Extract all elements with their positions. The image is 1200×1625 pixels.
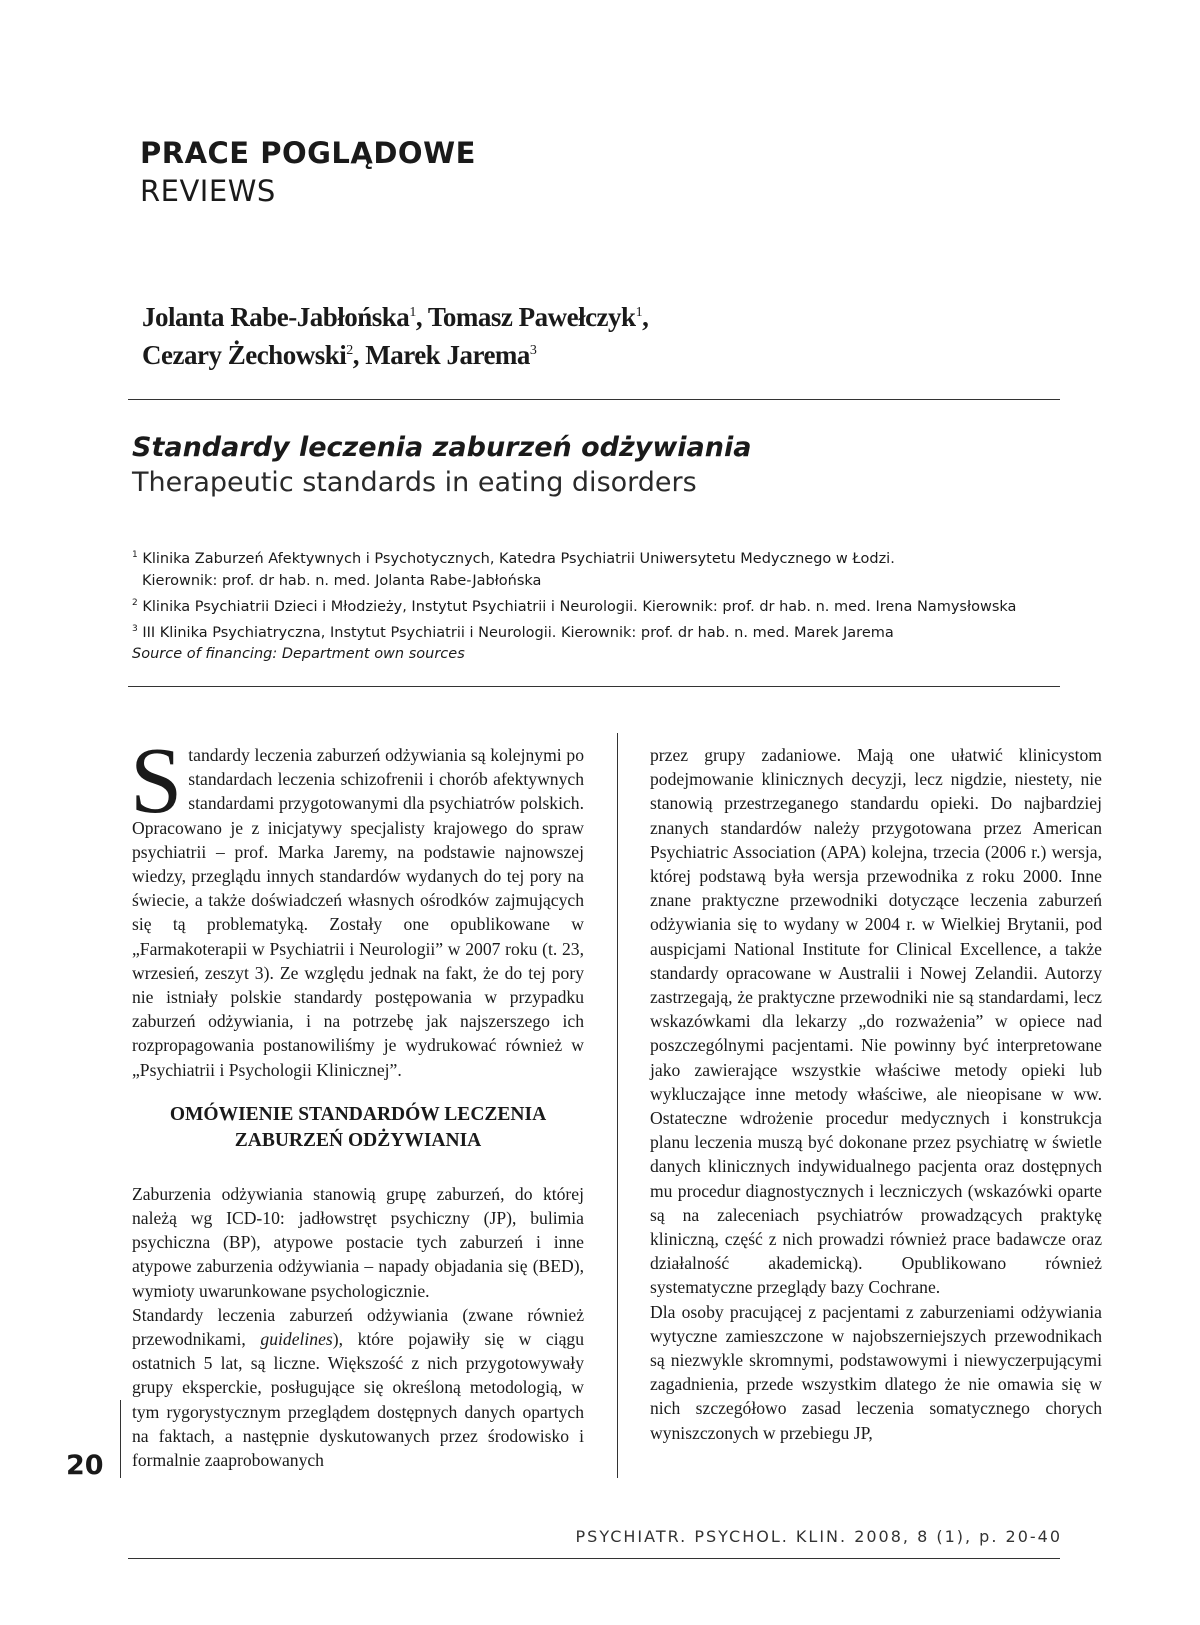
affiliation-text: Klinika Zaburzeń Afektywnych i Psychotycznych, Katedra Psychiatrii Uniwersytetu Medycznego w Łodzi. xyxy=(142,550,895,567)
page-number: 20 xyxy=(66,1450,104,1481)
author-name: Marek Jarema xyxy=(365,340,530,370)
body-column-left xyxy=(130,729,584,1472)
author-affiliation-sup: 3 xyxy=(529,343,537,358)
author-affiliation-sup: 2 xyxy=(346,343,353,358)
intro-paragraph xyxy=(130,729,584,1082)
affiliation-item xyxy=(132,592,1072,618)
affiliation-item xyxy=(132,570,1072,592)
body-column-right xyxy=(650,743,1102,1445)
article-title-polish: Standardy leczenia zaburzeń odżywiania xyxy=(132,432,752,463)
abstract-divider xyxy=(128,686,1060,687)
author-affiliation-sup: 1 xyxy=(409,305,416,320)
section-heading: OMÓWIENIE STANDARDÓW LECZENIA ZABURZEŃ ODŻYWIANIA xyxy=(169,1103,547,1151)
body-paragraph: Zaburzenia odżywiania stanowią grupę zaburzeń, do której należą wg ICD-10: jadłowstręt psychiczny (JP), bulimia psychiczna (BP), atypowe postacie tych zaburzeń i inne atypowe zaburzenia odżywiania – napady objadania się (BED), wymioty uwarunkowane psychologicznie. xyxy=(132,1183,584,1301)
body-text: ), które pojawiły się w ciągu ostatnich 5 lat, są liczne. Większość z nich przygotowywały grupy eksperckie, posługujące się określoną metodologią, w tym rygorystycznym przeglądem dostępnych danych opartych na faktach, a następnie dyskutowanych przez środowisko i formalnie zaaprobowanych xyxy=(132,1329,584,1471)
body-paragraph: przez grupy zadaniowe. Mają one ułatwić klinicystom podejmowanie klinicznych decyzji, lecz nigdzie, niestety, nie stanowią przestrzeganego standardu opieki. Do najbardziej znanych standardów należy przygotowana przez American Psychiatric Association (APA) kolejna, trzecia (2006 r.) wersja, której podstawą była wersja przewodnika z roku 2000. Inne znane praktyczne przewodniki dotyczące leczenia zaburzeń odżywiania się to wydany w 2004 r. w Wielkiej Brytanii, pod auspicjami National Institute for Clinical Excellence, a także standardy opracowane w Australii i Nowej Zelandii. Autorzy zastrzegają, że praktyczne przewodniki nie są standardami, lecz wskazówkami dla lekarzy „do rozważenia” w opiece nad poszczególnymi pacjentami. Nie powinny być interpretowane jako zawierające wszystkie właściwe metody opieki lub wykluczające inne metody właściwe, ale nieopisane w ww. Ostateczne wdrożenie procedur medycznych i konstrukcja planu leczenia muszą być dokonane przez psychiatrę w świetle danych klinicznych indywidualnego pacjenta oraz dostępnych mu procedur diagnostycznych i leczniczych (wskazówki oparte są na zaleceniach psychiatrów prowadzących praktykę kliniczną, część z nich prowadzi również prace badawcze oraz działalność akademicką). Opublikowano również systematyczne przeglądy bazy Cochrane. xyxy=(650,745,1102,1298)
affiliation-item xyxy=(132,618,1072,644)
affiliation-text: III Klinika Psychiatryczna, Instytut Psychiatrii i Neurologii. Kierownik: prof. dr hab. n. med. Marek Jarema xyxy=(142,624,894,641)
author-separator: , xyxy=(352,340,366,370)
author-affiliation-sup: 1 xyxy=(635,305,643,320)
author-name: Tomasz Pawełczyk xyxy=(427,302,636,332)
affiliations xyxy=(132,544,1072,665)
affiliation-sup: 3 xyxy=(132,623,138,634)
author-line-1 xyxy=(142,296,648,334)
author-separator: , xyxy=(642,302,649,332)
section-label-polish: PRACE POGLĄDOWE xyxy=(140,136,476,170)
body-paragraph xyxy=(132,1303,584,1472)
author-list xyxy=(142,296,648,372)
author-separator: , xyxy=(415,302,428,332)
author-line-2 xyxy=(142,334,648,372)
journal-reference: PSYCHIATR. PSYCHOL. KLIN. 2008, 8 (1), p. 20-40 xyxy=(575,1527,1062,1546)
section-label xyxy=(140,136,476,208)
affiliation-item xyxy=(132,544,1072,570)
body-text: Standardy leczenia zaburzeń odżywiania (zwane również przewodnikami, xyxy=(132,1304,584,1350)
affiliation-text: Kierownik: prof. dr hab. n. med. Jolanta Rabe-Jabłońska xyxy=(142,572,542,589)
body-paragraph: Dla osoby pracującej z pacjentami z zaburzeniami odżywiania wytyczne zamieszczone w najobszerniejszych przewodnikach są niezwykle skromnymi, podstawowymi i niewyczerpującymi zagadnienia, przede wszystkim dlatego że nie omawia się w nich szczegółowo zasad leczenia somatycznego chorych wyniszczonych w przebiegu JP, xyxy=(650,1301,1102,1443)
body-emphasis: guidelines xyxy=(260,1329,333,1350)
drop-cap: S xyxy=(130,729,183,833)
funding-note: Source of financing: Department own sources xyxy=(132,646,465,663)
article-title-english: Therapeutic standards in eating disorders xyxy=(132,467,697,498)
section-label-english: REVIEWS xyxy=(140,174,276,208)
affiliation-text: Klinika Psychiatrii Dzieci i Młodzieży, Instytut Psychiatrii i Neurologii. Kierownik: prof. dr hab. n. med. Irena Namysłowska xyxy=(142,598,1017,615)
author-name: Jolanta Rabe-Jabłońska xyxy=(142,302,410,332)
intro-text: tandardy leczenia zaburzeń odżywiania są kolejnymi po standardach leczenia schizofrenii i chorób afektywnych standardami przygotowanymi dla psychiatrów polskich. Opracowano je z inicjatywy specjalisty krajowego do spraw psychiatrii – prof. Marka Jaremy, na podstawie najnowszej wiedzy, przeglądu innych standardów wydanych do tej pory na świecie, a także doświadczeń własnych ośrodków zajmujących się tą problematyką. Zostały one opublikowane w „Farmakoterapii w Psychiatrii i Neurologii” w 2007 roku (t. 23, wrzesień, zeszyt 3). Ze względu jednak na fakt, że do tej pory nie istniały polskie standardy postępowania w przypadku zaburzeń odżywiania, i na potrzebę jak najszerszego ich rozpropagowania postanowiliśmy je wydrukować również w „Psychiatrii i Psychologii Klinicznej”. xyxy=(132,745,584,1080)
page-number-divider xyxy=(120,1400,121,1478)
article-title-block xyxy=(132,432,751,498)
column-divider xyxy=(617,733,618,1478)
header-divider xyxy=(128,399,1060,400)
author-name: Cezary Żechowski xyxy=(142,340,347,370)
footer-divider xyxy=(128,1558,1060,1559)
affiliation-sup: 2 xyxy=(132,597,138,608)
affiliation-sup: 1 xyxy=(132,550,138,560)
